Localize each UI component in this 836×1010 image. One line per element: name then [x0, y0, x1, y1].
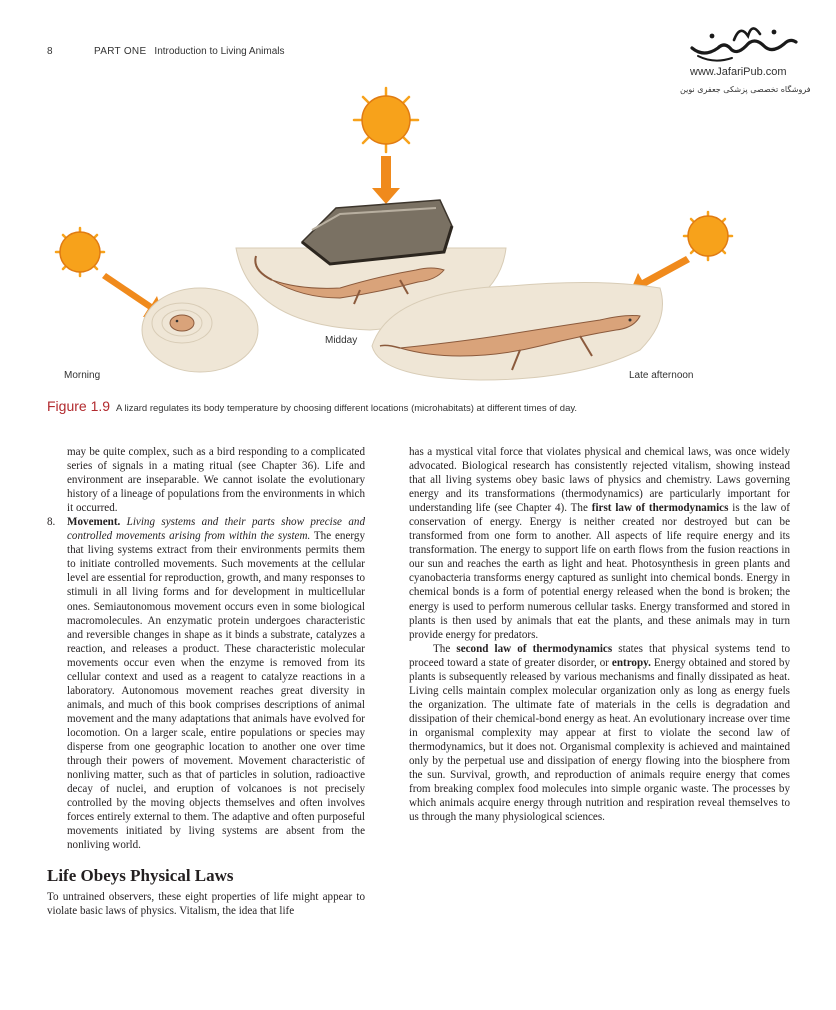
list-item-italic-definition: Living systems and their parts show precise and controlled movements arising from within the system. [67, 516, 365, 543]
term-entropy: entropy. [611, 656, 651, 669]
part-number: PART ONE [94, 46, 147, 57]
figure-number: Figure 1.9 [47, 398, 111, 414]
term-first-law: first law of thermodynamics [591, 502, 729, 515]
text-run: The [433, 642, 451, 655]
text-run: has a mystical vital force that violates physical and chemical laws, was once widely advocated. Biological research has consistently rejected vitalism, showing instead that all living systems obey basic laws of physics and chemistry. Laws governing energy and its transformations (thermodynamics) are particularly important for understanding life (see Chapter 4). The [409, 446, 790, 515]
label-midday: Midday [325, 335, 358, 346]
list-item-movement [47, 515, 365, 852]
chapter-title: Introduction to Living Animals [154, 46, 285, 57]
list-item-number: 8. [47, 516, 56, 529]
paragraph-second-law [409, 642, 790, 825]
publisher-store-name: فروشگاه تخصصی پزشکی جعفری نوین [680, 85, 811, 94]
figure-illustration [40, 80, 740, 390]
afternoon-sun-icon [684, 212, 732, 260]
midday-sun-icon [354, 88, 418, 152]
figure-caption [47, 398, 787, 414]
section-heading: Life Obeys Physical Laws [47, 866, 234, 886]
paragraph-intro: To untrained observers, these eight properties of life might appear to violate basic laws of physics. Vitalism, the idea that life [47, 891, 365, 918]
text-run: is the law of conservation of energy. Energy is neither created nor destroyed but can be transformed from one form to another. All aspects of life require energy and its transformation. The energy to support life on earth flows from the fusion reactions in our sun and reaches the earth as light and heat. Photosynthesis in green plants and cyanobacteria transforms energy captured as sunlight into chemical bonds. Energy in chemical bonds is a form of potential energy released when the bond is broken; the energy is used to perform numerous cellular tasks. Energy transformed and stored in plants is then used by animals that eat the plants, and these animals may in turn provide energy for predators. [409, 502, 790, 641]
figure-caption-text: A lizard regulates its body temperature by choosing different locations (microhabitats) at different times of day. [116, 403, 578, 414]
label-late-afternoon: Late afternoon [629, 370, 694, 381]
right-column [409, 445, 790, 824]
morning-sun-icon [56, 228, 104, 276]
text-run: states that physical systems tend to proceed toward a state of greater disorder, or [409, 642, 790, 669]
midday-arrow-icon [372, 156, 400, 204]
lizard-microhabitat-illustration [40, 80, 740, 390]
publisher-url: www.JafariPub.com [690, 66, 787, 78]
left-column [47, 445, 365, 918]
list-item-body: The energy that living systems extract from their environments permits them to initiate controlled movements. Such movements at the cellular level are essential for reproduction, growth, and many responses to stimuli in all living forms and for development in multicellular ones. Semiautonomous movement occurs even in some biological macromolecules. An enzymatic protein undergoes characteristic and reversible changes in shape as it binds a substrate, catalyzes a reaction, and releases a product. These characteristic molecular movements occur even when the enzyme is removed from its cellular context and used as a reagent to catalyze reactions in a laboratory. Autonomous movement reaches great diversity in animals, and much of this book comprises descriptions of animal movement and the many adaptations that animals have evolved for locomotion. On a larger scale, entire populations or species may disperse from one geographic location to another one over time through their powers of movement. Movement characteristic of nonliving matter, such as that of particles in solution, radioactive decay of nuclei, and eruption of volcanoes is not precisely controlled by the moving objects themselves and often involves forces entirely external to them. The adaptive and often purposeful movements initiated by living systems are absent from the nonliving world. [67, 530, 365, 852]
part-label [94, 46, 285, 57]
paragraph-first-law [409, 445, 790, 642]
label-morning: Morning [64, 370, 101, 381]
paragraph-continuation: may be quite complex, such as a bird responding to a complicated series of signals in a mating ritual (see Chapter 36). Life and environment are inseparable. We cannot isolate the evolutionary history of a lineage of populations from the environments in which it occurred. [67, 446, 365, 515]
list-item-title: Movement. [67, 516, 121, 529]
text-run: Energy obtained and stored by plants is subsequently released by various mechanisms and finally dissipated as heat. Living cells maintain complex molecular organization only as long as energy fuels the organization. The ultimate fate of materials in the cells is degradation and dissipation of their chemical-bond energy as heat. An evolutionary increase over time in organismal complexity may appear at first to violate the second law of thermodynamics, but it does not. Organismal complexity is achieved and maintained only by the perpetual use and dissipation of energy flowing into the biosphere from the sun. Survival, growth, and reproduction of animals require energy that comes from breaking complex food molecules into simple organic waste. The processes by which animals acquire energy through nutrition and respiration reveal themselves to us through the many physiological sciences. [409, 656, 790, 824]
calligraphy-logo-icon [684, 18, 804, 66]
morning-burrow [142, 288, 258, 372]
term-second-law: second law of thermodynamics [456, 642, 613, 655]
page-number: 8 [47, 46, 53, 57]
